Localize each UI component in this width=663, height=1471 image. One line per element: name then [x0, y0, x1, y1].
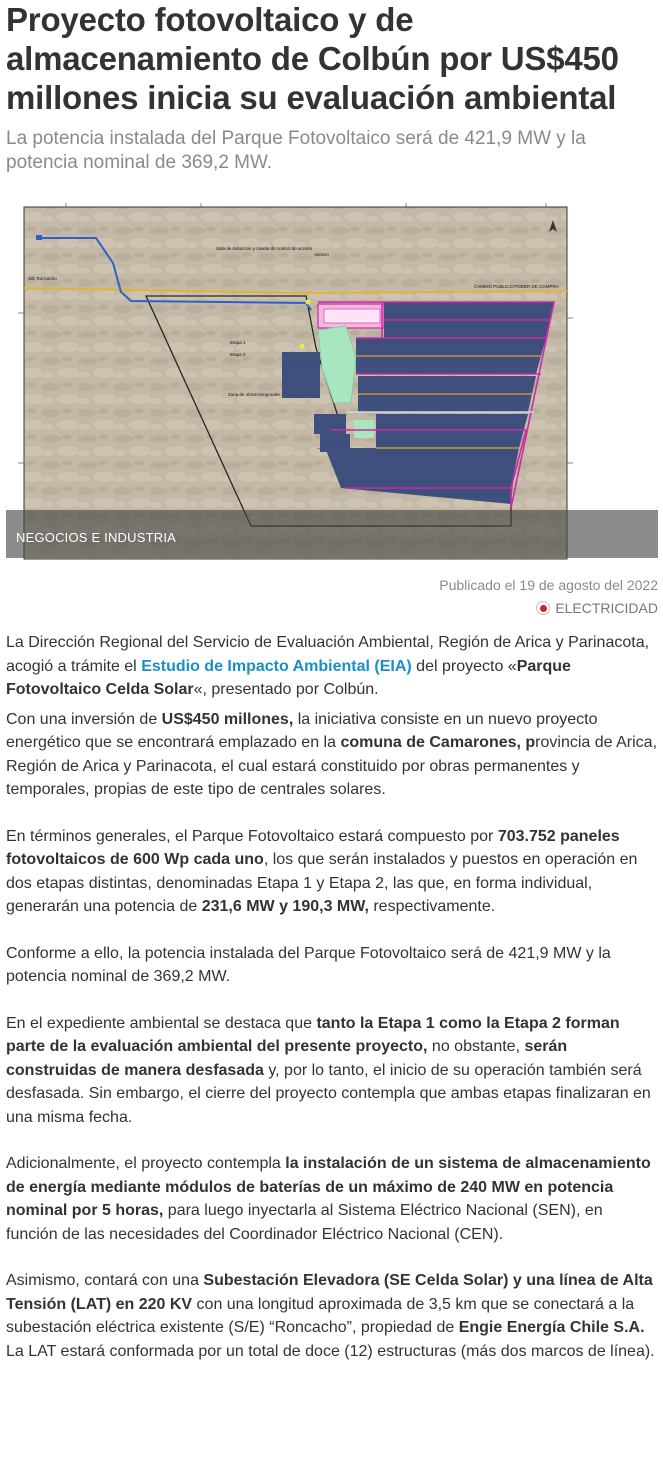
label-sala: Sala de inducción y caseta de control de acceso	[216, 246, 313, 251]
paragraph: Con una inversión de US$450 millones, la iniciativa consiste en un nuevo proyecto energético que se encontrará emplazado en la comuna de Camarones, provincia de Arica, Región de Arica y Parinacota, el cual estará constituido por obras permanentes y temporales, propias de este tipo de centrales solares.	[6, 710, 658, 798]
label-etapa1: Etapa 1	[230, 340, 246, 345]
tag-label: ELECTRICIDAD	[555, 600, 658, 616]
project-map-image[interactable]	[6, 198, 658, 560]
label-etapa2: Etapa 2	[230, 352, 246, 357]
eia-link[interactable]: Estudio de Impacto Ambiental (EIA)	[141, 657, 412, 675]
article-body	[6, 631, 658, 1363]
paragraph: En el expediente ambiental se destaca que tanto la Etapa 1 como la Etapa 2 forman parte de la evaluación ambiental del presente proyecto, no obstante, serán construidas de manera desfasada y, por lo tanto, el inicio de su operación también será desfasada. Sin embargo, el cierre del proyecto contempla que ambas etapas finalizaran en una misma fecha.	[6, 1014, 651, 1126]
label-camino: CAMINO PÚBLICO PODER DE COMPRA	[474, 284, 559, 289]
label-zona: Zona de obras temporales	[228, 392, 281, 397]
label-roncacho: S/E Roncacho	[28, 276, 57, 281]
article-subtitle: La potencia instalada del Parque Fotovoltaico será de 421,9 MW y la potencia nominal de 369,2 MW.	[6, 128, 586, 173]
paragraph: Adicionalmente, el proyecto contempla la instalación de un sistema de almacenamiento de energía mediante módulos de baterías de un máximo de 240 MW en potencia nominal por 5 horas, para luego inyectarla al Sistema Eléctrico Nacional (SEN), en función de las necesidades del Coordinador Eléctrico Nacional (CEN).	[6, 1155, 651, 1243]
paragraph: La Dirección Regional del Servicio de Evaluación Ambiental, Región de Arica y Parinacota, acogió a trámite el Estudio de Impacto Ambiental (EIA) del proyecto «Parque Fotovoltaico Celda Solar«, presentado por Colbún.	[6, 634, 650, 698]
site-map	[6, 198, 658, 560]
tag-electricidad[interactable]	[536, 600, 658, 616]
paragraph: En términos generales, el Parque Fotovoltaico estará compuesto por 703.752 paneles fotovoltaicos de 600 Wp cada uno, los que serán instalados y puestos en operación en dos etapas distintas, denominadas Etapa 1 y Etapa 2, las que, en forma individual, generarán una potencia de 231,6 MW y 190,3 MW, respectivamente.	[6, 827, 638, 915]
paragraph: Asimismo, contará con una Subestación Elevadora (SE Celda Solar) y una línea de Alta Tensión (LAT) en 220 KV con una longitud aproximada de 3,5 km que se conectará a la subestación eléctrica existente (S/E) “Roncacho”, propiedad de Engie Energía Chile S.A. La LAT estará conformada por un total de doce (12) estructuras (más dos marcos de línea).	[6, 1272, 655, 1360]
paragraph: Conforme a ello, la potencia instalada del Parque Fotovoltaico será de 421,9 MW y la potencia nominal de 369,2 MW.	[6, 944, 611, 985]
published-date: Publicado el 19 de agosto del 2022	[439, 577, 658, 593]
category-link[interactable]: NEGOCIOS E INDUSTRIA	[16, 530, 177, 545]
article-title: Proyecto fotovoltaico y de almacenamiento de Colbún por US$450 millones inicia su evaluación ambiental	[6, 1, 619, 116]
target-icon	[536, 601, 550, 615]
label-acceso: Acceso	[314, 252, 329, 257]
